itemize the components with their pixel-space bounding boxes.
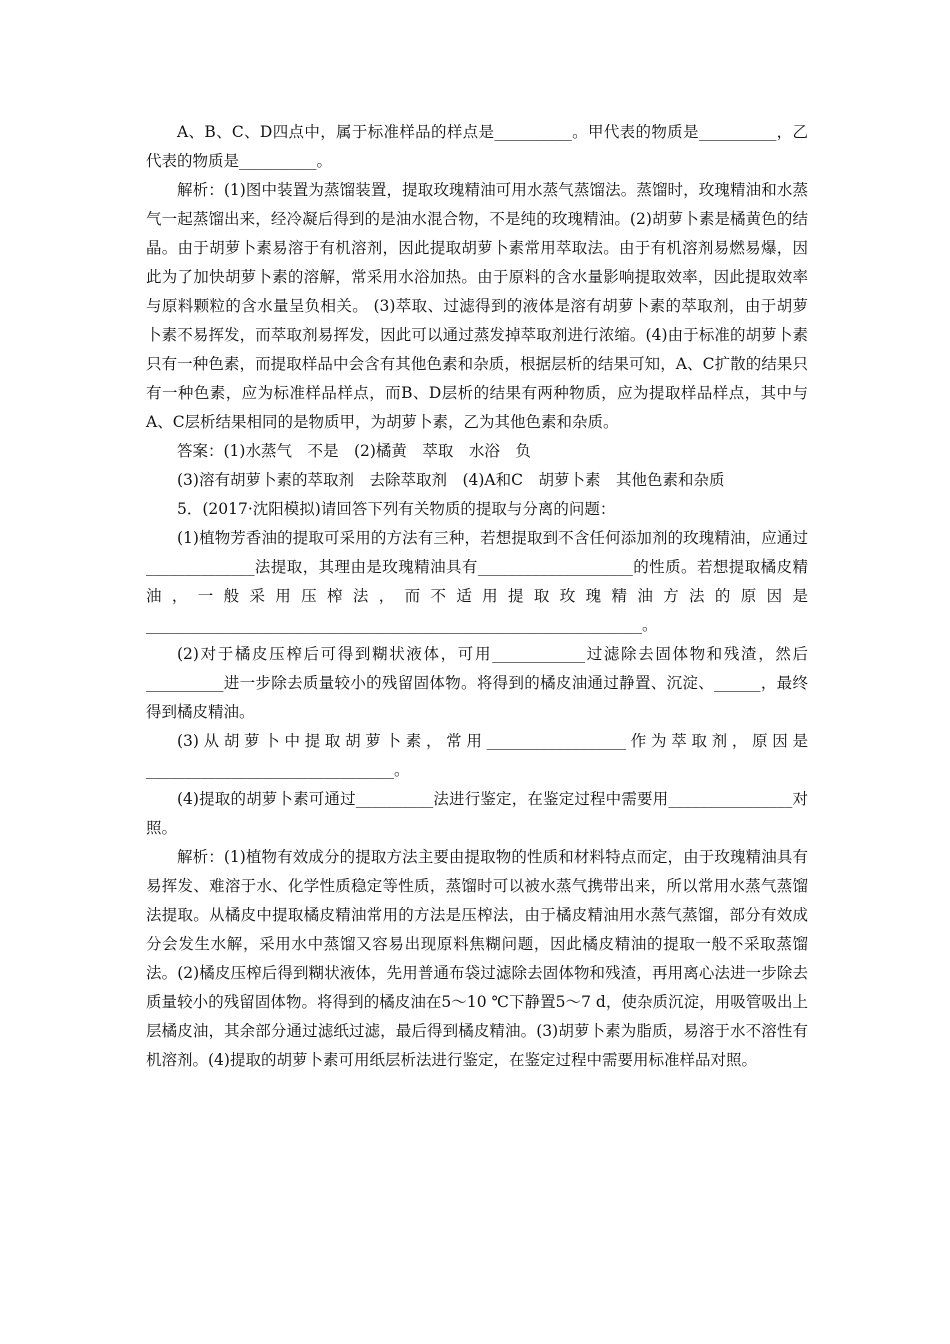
q5-part-3: (3)从胡萝卜中提取胡萝卜素，常用__________________作为萃取剂，原因是________________________________。	[146, 732, 808, 779]
q4-analysis-paragraph: 解析：(1)图中装置为蒸馏装置，提取玫瑰精油可用水蒸气蒸馏法。蒸馏时，玫瑰精油和水蒸气一起蒸馏出来，经冷凝后得到的是油水混合物，不是纯的玫瑰精油。(2)胡萝卜素是橘黄色的结晶。由于胡萝卜素易溶于有机溶剂，因此提取胡萝卜素常用萃取法。由于有机溶剂易燃易爆，因此为了加快胡萝卜素的溶解，常采用水浴加热。由于原料的含水量影响提取效率，因此提取效率与原料颗粒的含水量呈负相关。 (3)萃取、过滤得到的液体是溶有胡萝卜素的萃取剂，由于胡萝卜素不易挥发，而萃取剂易挥发，因此可以通过蒸发掉萃取剂进行浓缩。(4)由于标准的胡萝卜素只有一种色素，而提取样品中会含有其他色素和杂质，根据层析的结果可知，A、C扩散的结果只有一种色素，应为标准样品样点，而B、D层析的结果有两种物质，应为提取样品样点，其中与A、C层析结果相同的是物质甲，为胡萝卜素，乙为其他色素和杂质。	[146, 181, 808, 431]
q5-part-2: (2)对于橘皮压榨后可得到糊状液体，可用____________过滤除去固体物和残渣，然后__________进一步除去质量较小的残留固体物。将得到的橘皮油通过静置、沉淀、______，最终得到橘皮精油。	[146, 645, 808, 721]
question-5-title: 5．(2017·沈阳模拟)请回答下列有关物质的提取与分离的问题：	[177, 500, 616, 518]
q4-answer-line-2: (3)溶有胡萝卜素的萃取剂 去除萃取剂 (4)A和C 胡萝卜素 其他色素和杂质	[177, 471, 725, 489]
question-4-blank-line: A、B、C、D四点中，属于标准样品的样点是__________。甲代表的物质是__________，乙代表的物质是__________。	[146, 123, 808, 170]
document-page	[146, 118, 808, 1075]
q4-answer-line-1: 答案：(1)水蒸气 不是 (2)橘黄 萃取 水浴 负	[177, 442, 531, 460]
q5-analysis-paragraph: 解析：(1)植物有效成分的提取方法主要由提取物的性质和材料特点而定，由于玫瑰精油具有易挥发、难溶于水、化学性质稳定等性质，蒸馏时可以被水蒸气携带出来，所以常用水蒸气蒸馏法提取。从橘皮中提取橘皮精油常用的方法是压榨法，由于橘皮精油用水蒸气蒸馏，部分有效成分会发生水解，采用水中蒸馏又容易出现原料焦糊问题，因此橘皮精油的提取一般不采取蒸馏法。(2)橘皮压榨后得到糊状液体，先用普通布袋过滤除去固体物和残渣，再用离心法进一步除去质量较小的残留固体物。将得到的橘皮油在5～10 ℃下静置5～7 d，使杂质沉淀，用吸管吸出上层橘皮油，其余部分通过滤纸过滤，最后得到橘皮精油。(3)胡萝卜素为脂质，易溶于水不溶性有机溶剂。(4)提取的胡萝卜素可用纸层析法进行鉴定，在鉴定过程中需要用标准样品对照。	[146, 848, 808, 1069]
q5-part-1: (1)植物芳香油的提取可采用的方法有三种，若想提取到不含任何添加剂的玫瑰精油，应通过______________法提取，其理由是玫瑰精油具有____________________的性质。若想提取橘皮精油，一般采用压榨法，而不适用提取玫瑰精油方法的原因是________________________________________________________________。	[146, 529, 808, 634]
q5-part-4: (4)提取的胡萝卜素可通过__________法进行鉴定，在鉴定过程中需要用________________对照。	[146, 790, 808, 837]
